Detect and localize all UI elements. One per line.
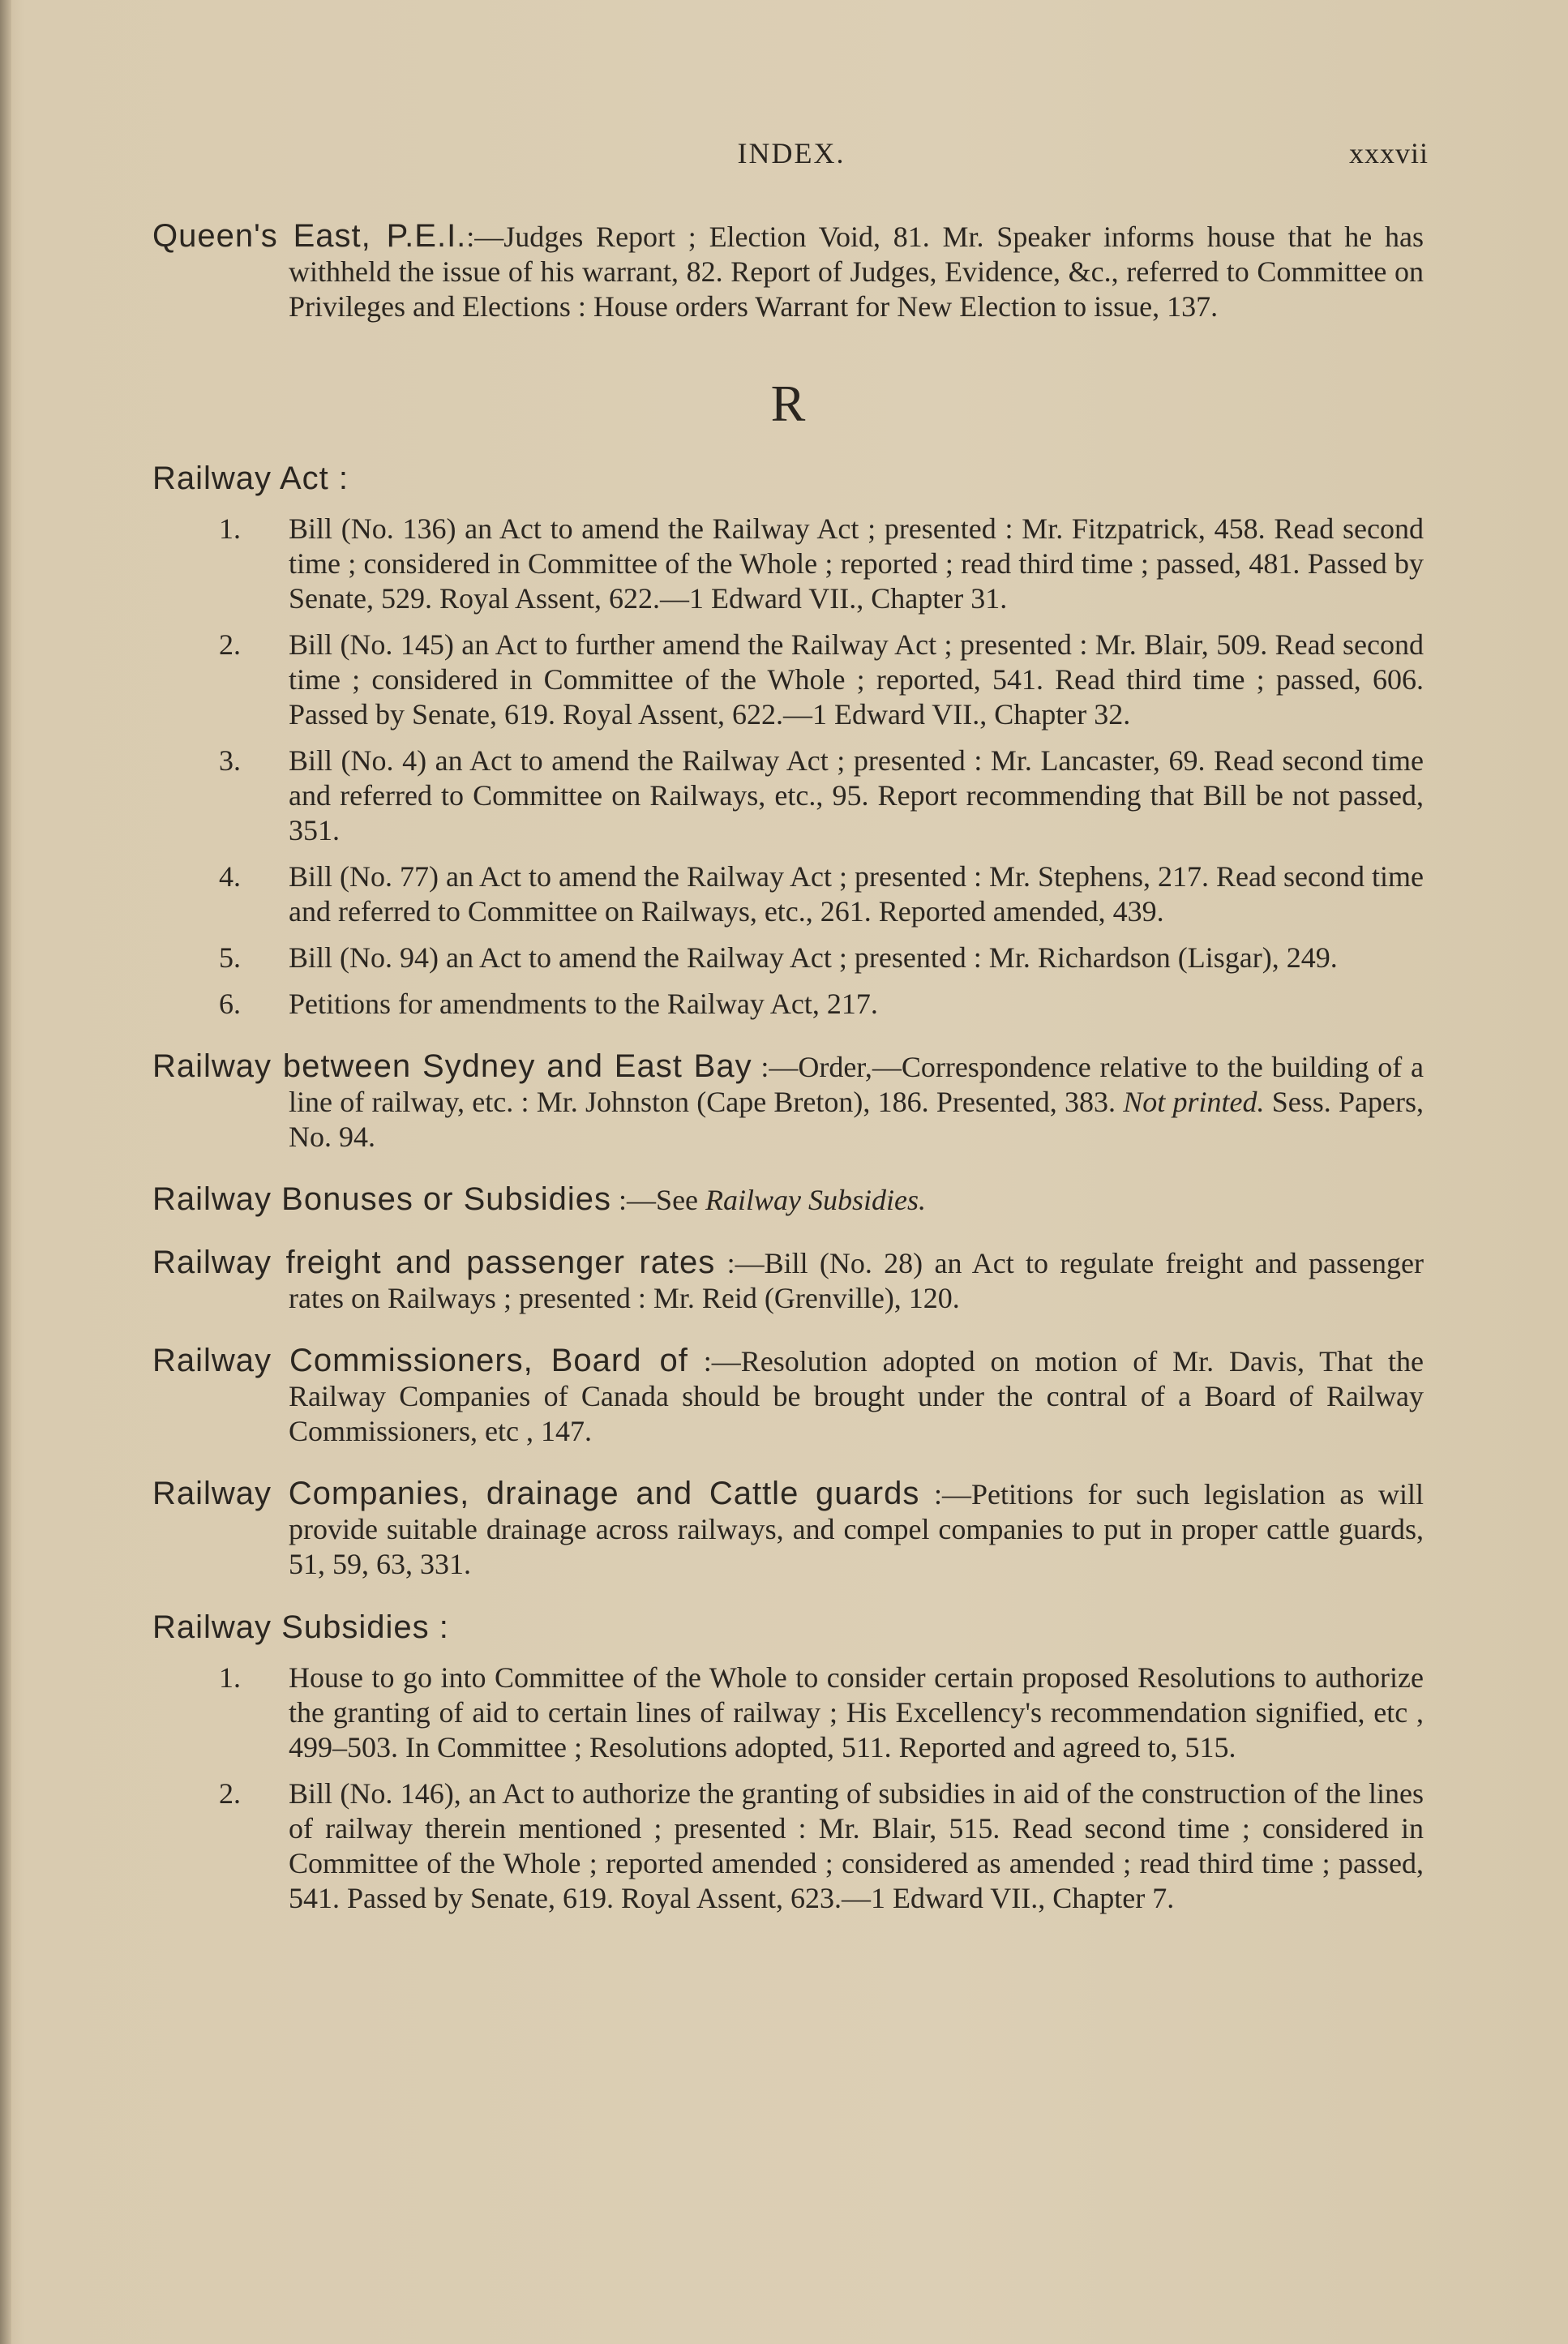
sub-entry-list [152, 1661, 1424, 1916]
sub-entry-number: 3. [219, 744, 241, 777]
sub-entry [152, 743, 1424, 848]
sub-entry-list [152, 512, 1424, 1022]
index-entry-queens-east [152, 219, 1424, 324]
index-entry-commissioners [152, 1343, 1424, 1449]
index-entry-sydney-east-bay [152, 1049, 1424, 1155]
sub-entry [152, 1661, 1424, 1765]
entry-heading: Railway Act [152, 461, 329, 496]
sub-entry [152, 859, 1424, 929]
entry-heading: Railway Subsidies [152, 1609, 430, 1645]
index-entry-railway-act [152, 461, 1424, 1022]
sub-entry-number: 4. [219, 860, 241, 893]
sub-entry-number: 1. [219, 512, 241, 545]
index-body [152, 219, 1424, 1943]
entry-heading: Queen's East, P.E.I. [152, 218, 467, 254]
entry-text: :—Judges Report ; Election Void, 81. Mr. Speaker informs house that he has withheld the issue of his warrant, 82. Report of Judges, Evidence, &c., referred to Committee on Privileges and Elections : House orders Warrant for New Election to issue, 137. [289, 221, 1424, 323]
entry-after: Sess. Papers, No. 94. [289, 1086, 1424, 1153]
entry-text: :—Petitions for such legislation as will provide suitable drainage across railways, and compel companies to put in proper cattle guards, 51, 59, 63, 331. [289, 1478, 1424, 1580]
index-entry-freight-rates [152, 1245, 1424, 1316]
heading-suffix: : [338, 461, 349, 496]
index-entry-drainage-cattle-guards [152, 1476, 1424, 1582]
entry-text: :—Order,—Correspondence relative to the building of a line of railway, etc. : Mr. Johnston (Cape Breton), 186. Presented, 383. [289, 1051, 1424, 1118]
sub-entry-text: Petitions for amendments to the Railway Act, 217. [289, 988, 878, 1020]
book-spine-edge [0, 0, 11, 2344]
entry-text: :—See [619, 1184, 699, 1216]
sub-entry [152, 1776, 1424, 1916]
entry-text: :—Resolution adopted on motion of Mr. Davis, That the Railway Companies of Canada should be brought under the contral of a Board of Railway Commissioners, etc , 147. [289, 1345, 1424, 1447]
entry-heading: Railway freight and passenger rates [152, 1245, 716, 1280]
entry-heading: Railway Commissioners, Board of [152, 1343, 688, 1378]
running-header [154, 136, 1429, 177]
entry-heading: Railway Companies, drainage and Cattle guards [152, 1476, 920, 1511]
sub-entry-number: 5. [219, 941, 241, 974]
sub-entry-text: Bill (No. 94) an Act to amend the Railway Act ; presented : Mr. Richardson (Lisgar), 249. [289, 941, 1338, 974]
sub-entry-text: Bill (No. 145) an Act to further amend the Railway Act ; presented : Mr. Blair, 509. Read second time ; considered in Committee of the Whole ; reported, 541. Read third time ; passed, 606. Passed by Senate, 619. Royal Assent, 622.—1 Edward VII., Chapter 32. [289, 628, 1424, 731]
sub-entry [152, 512, 1424, 616]
section-letter: R [770, 375, 806, 432]
sub-entry [152, 987, 1424, 1022]
sub-entry [152, 941, 1424, 975]
sub-entry-number: 1. [219, 1661, 241, 1694]
sub-entry-number: 6. [219, 988, 241, 1020]
sub-entry-number: 2. [219, 1777, 241, 1810]
sub-entry-text: Bill (No. 4) an Act to amend the Railway Act ; presented : Mr. Lancaster, 69. Read second time and referred to Committee on Railways, etc., 95. Report recommending that Bill be not passed, 351. [289, 744, 1424, 846]
sub-entry-text: Bill (No. 136) an Act to amend the Railway Act ; presented : Mr. Fitzpatrick, 458. Read second time ; considered in Committee of the Whole ; reported ; read third time ; passed, 481. Passed by Senate, 529. Royal Assent, 622.—1 Edward VII., Chapter 31. [289, 512, 1424, 615]
sub-entry-text: Bill (No. 77) an Act to amend the Railway Act ; presented : Mr. Stephens, 217. Read second time and referred to Committee on Railways, etc., 261. Reported amended, 439. [289, 860, 1424, 928]
entry-text: :—Bill (No. 28) an Act to regulate freight and passenger rates on Railways ; presented : Mr. Reid (Grenville), 120. [289, 1247, 1424, 1314]
heading-suffix: : [439, 1609, 449, 1645]
entry-heading: Railway Bonuses or Subsidies [152, 1181, 612, 1217]
running-title: INDEX. [737, 137, 846, 169]
sub-entry-text: House to go into Committee of the Whole to consider certain proposed Resolutions to authorize the granting of aid to certain lines of railway ; His Excellency's recommendation signified, etc , 499–503. In Committee ; Resolutions adopted, 511. Reported and agreed to, 515. [289, 1661, 1424, 1763]
entry-italic: Not printed. [1123, 1086, 1265, 1118]
index-entry-railway-subsidies [152, 1609, 1424, 1916]
sub-entry [152, 628, 1424, 732]
page-number: xxxvii [1348, 137, 1429, 169]
entry-italic: Railway Subsidies. [705, 1184, 927, 1216]
sub-entry-text: Bill (No. 146), an Act to authorize the granting of subsidies in aid of the construction of the lines of railway therein mentioned ; presented : Mr. Blair, 515. Read second time ; considered in Committee of the Whole ; reported amended ; considered as amended ; read third time ; passed, 541. Passed by Senate, 619. Royal Assent, 623.—1 Edward VII., Chapter 7. [289, 1777, 1424, 1914]
entry-heading: Railway between Sydney and East Bay [152, 1048, 752, 1084]
sub-entry-number: 2. [219, 628, 241, 661]
index-entry-bonuses-subsidies [152, 1182, 1424, 1218]
